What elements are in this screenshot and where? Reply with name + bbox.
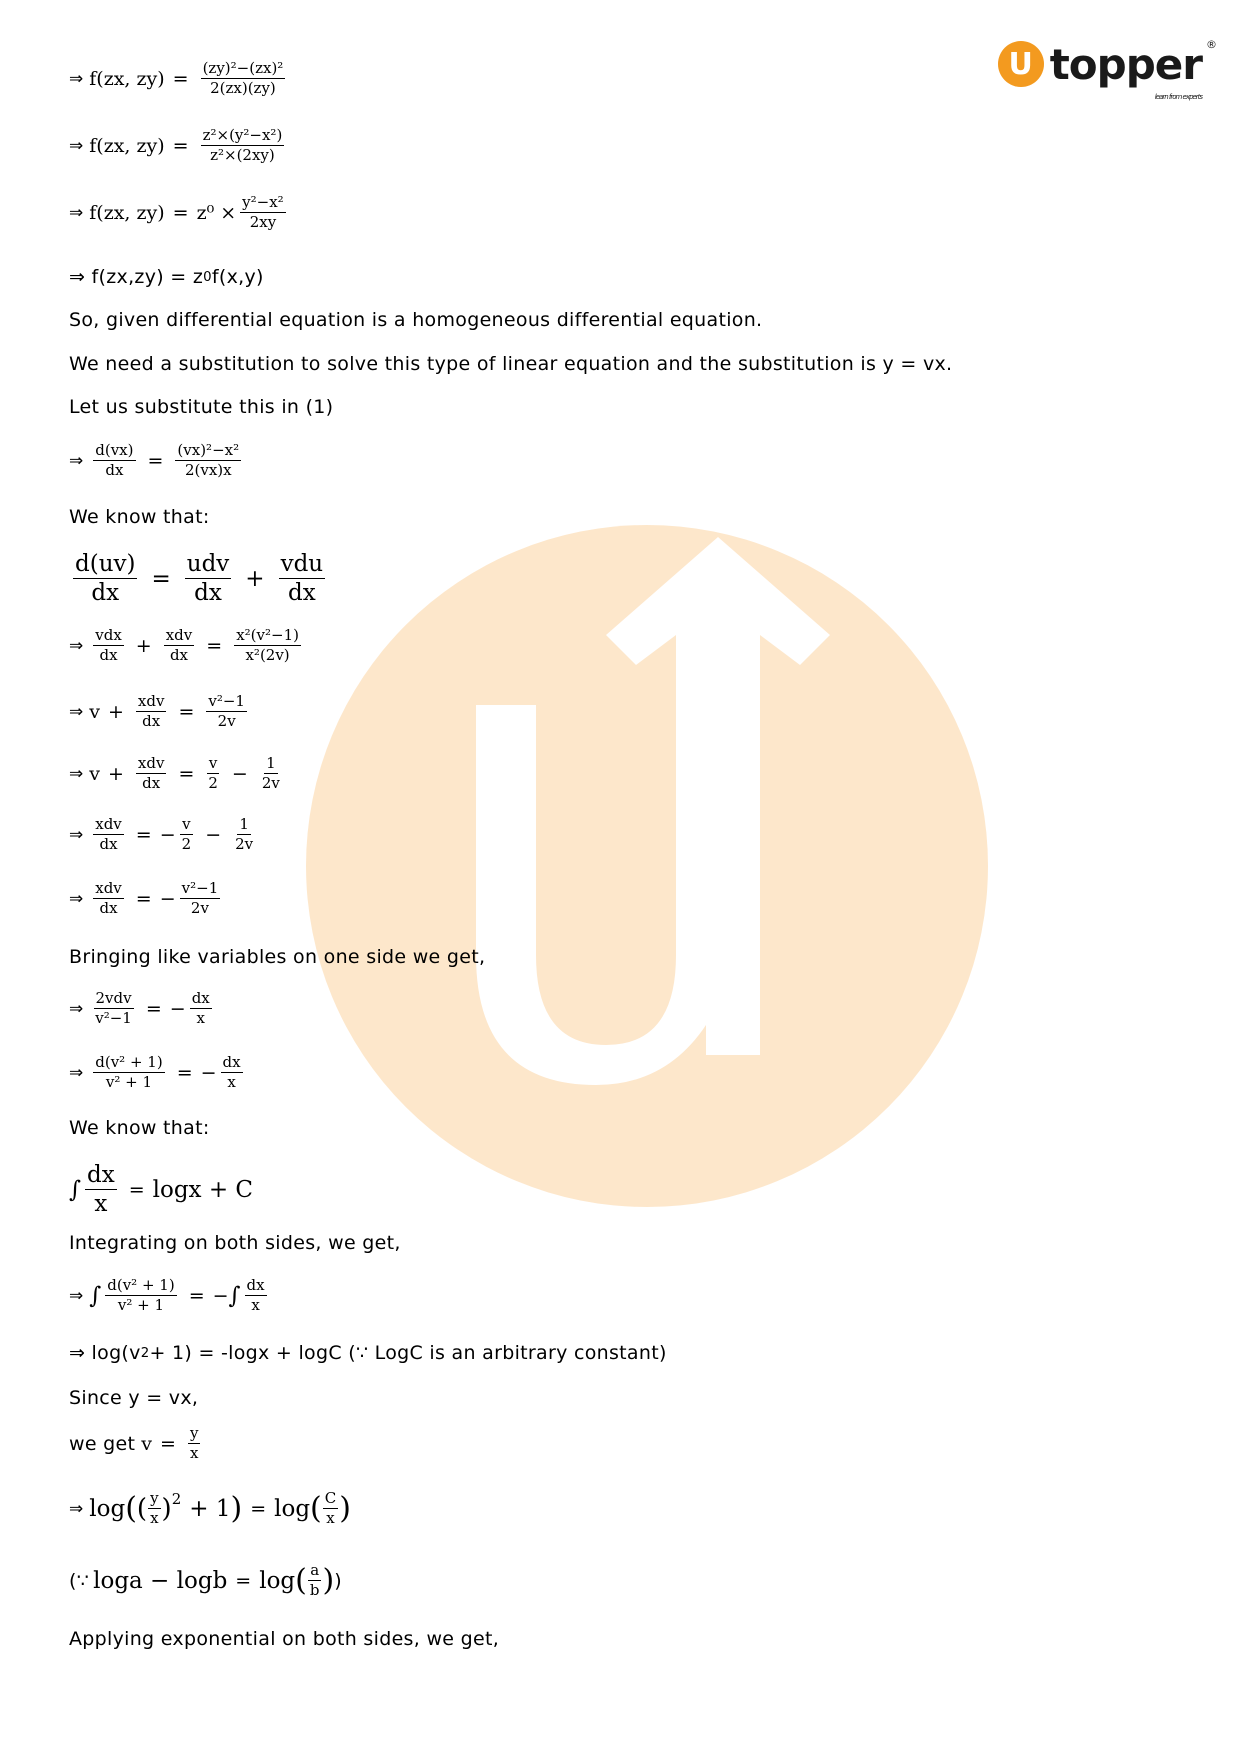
eq-numerator: dx (190, 990, 212, 1009)
eq-rhs: logx + C (152, 1176, 253, 1203)
eq-numerator: 1 (264, 755, 278, 774)
eq-numerator: xdv (136, 693, 167, 712)
eq-numerator: y²−x² (240, 194, 286, 213)
eq-sup: 2 (140, 1345, 150, 1361)
eq-denominator: x (196, 1009, 205, 1028)
equation-line-8: ⇒ v + $\frac{\text{xdv}}{dx}$ = $\frac{\text{v²−1}}{2v}$ (69, 692, 245, 731)
eq-denominator: dx (142, 712, 161, 731)
equation-line-12: ⇒ $\frac{\text{2vdv}}{\text{v²−1}}$ = − $\frac{dx}{x}$ (69, 989, 210, 1028)
eq-denominator: 2 (181, 835, 192, 854)
eq-denominator: x (326, 1509, 335, 1528)
eq-numerator: a (308, 1562, 321, 1581)
topper-logo (998, 34, 1216, 101)
registered-mark: ® (1206, 37, 1216, 51)
eq-var: v (89, 700, 100, 723)
eq-numerator: d(vx) (93, 442, 135, 461)
eq-denominator: 2v (217, 712, 236, 731)
equation-line-2: ⇒ f(zx, zy) = $\frac{\text{z²×(y²−x²)}}{\text{z²×(2xy)}}$ (69, 126, 283, 165)
eq-denominator: x²(2v) (245, 646, 290, 665)
eq-numerator: (zy)²−(zx)² (201, 60, 286, 79)
eq-denominator: 2v (190, 899, 209, 918)
eq-denominator: b (309, 1581, 320, 1600)
equation-line-11: ⇒ $\frac{\text{xdv}}{dx}$ = − $\frac{\text{v²−1}}{2v}$ (69, 879, 219, 918)
paragraph-homogeneous: So, given differential equation is a homogeneous differential equation. (69, 309, 763, 331)
eq-lhs: f(zx, zy) (89, 201, 165, 224)
eq-denominator: z²×(2xy) (210, 146, 275, 165)
eq-var: v (141, 1432, 153, 1455)
eq-numerator: x²(v²−1) (234, 627, 301, 646)
eq-numerator: dx (221, 1054, 243, 1073)
paragraph-integrating: Integrating on both sides, we get, (69, 1232, 401, 1254)
eq-numerator: v (180, 816, 192, 835)
eq-var: v (89, 762, 100, 785)
eq-denominator: dx (99, 899, 118, 918)
equation-line-15: ⇒ ∫ $\frac{\text{d(v² + 1)}}{\text{v² + 1}}$ = − ∫ $\frac{dx}{x}$ (69, 1276, 265, 1315)
eq-denominator: dx (142, 774, 161, 793)
equation-line-18: ⇒ log ( ( $\frac{y}{x}$ ) 2 + 1 ) = log ( $\frac{C}{x}$ ) (69, 1489, 351, 1528)
eq-denominator: 2 (208, 774, 218, 793)
eq-numerator: 1 (237, 816, 251, 835)
eq-numerator: d(uv) (73, 551, 137, 579)
eq-denominator: x (189, 1444, 199, 1463)
eq-text: (∵ (69, 1569, 90, 1592)
eq-numerator: d(v² + 1) (105, 1277, 176, 1296)
eq-numerator: vdu (279, 551, 326, 579)
eq-lhs: f(zx, zy) (89, 67, 165, 90)
u-logo-icon: U (998, 41, 1044, 87)
eq-denominator: x (94, 1191, 108, 1218)
eq-denominator: v² + 1 (117, 1296, 165, 1315)
eq-numerator: v (207, 755, 219, 774)
equation-line-1: ⇒ f(zx, zy) = $\frac{\text{(zy)²−(zx)²}}{2(zx)(zy)}$ (69, 59, 284, 98)
eq-numerator: z²×(y²−x²) (201, 127, 285, 146)
eq-text: ⇒ f(zx,zy) = z (69, 266, 204, 288)
eq-denominator: dx (99, 646, 118, 665)
eq-sup: 2 (171, 1490, 182, 1508)
eq-denominator: 2(zx)(zy) (210, 79, 276, 98)
eq-text-rest: f(x,y) (211, 266, 264, 288)
eq-numerator: xdv (93, 880, 124, 899)
equation-line-13: ⇒ $\frac{\text{d(v² + 1)}}{\text{v² + 1}}$ = − $\frac{dx}{x}$ (69, 1053, 241, 1092)
equation-product-rule: $\frac{d(uv)}{dx}$ = $\frac{\text{udv}}{dx}$ + $\frac{\text{vdu}}{dx}$ (75, 551, 324, 607)
paragraph-substitute-in-1: Let us substitute this in (1) (69, 396, 334, 418)
eq-denominator: dx (99, 835, 118, 854)
eq-log: log (274, 1495, 311, 1522)
eq-log: log (89, 1495, 126, 1522)
logo-tagline: learn from experts (1154, 92, 1202, 101)
eq-denominator: dx (194, 580, 222, 607)
eq-numerator: y (188, 1425, 200, 1444)
eq-numerator: xdv (136, 755, 167, 774)
eq-numerator: v²−1 (206, 693, 247, 712)
equation-line-17: we get v = $\frac{y}{x}$ (69, 1424, 199, 1463)
eq-text-rest: ) (334, 1569, 342, 1592)
eq-numerator: xdv (93, 816, 124, 835)
eq-text-rest: + 1) = -logx + logC (∵ LogC is an arbitrary constant) (149, 1342, 667, 1364)
eq-lhs: f(zx, zy) (89, 134, 165, 157)
eq-denominator: x (251, 1296, 260, 1315)
eq-expr: loga − logb (93, 1567, 228, 1594)
eq-denominator: dx (91, 580, 120, 607)
eq-denominator: x (227, 1073, 236, 1092)
equation-line-10: ⇒ $\frac{\text{xdv}}{dx}$ = − $\frac{v}{2}$ − $\frac{1}{2v}$ (69, 815, 254, 854)
eq-denominator: 2(vx)x (184, 461, 232, 480)
watermark-u-arrow-icon (306, 525, 988, 1207)
paragraph-we-know-that: We know that: (69, 506, 210, 528)
paragraph-since: Since y = vx, (69, 1387, 199, 1409)
eq-prefix: z⁰ × (196, 201, 237, 224)
eq-plus: + 1 (189, 1495, 231, 1522)
eq-denominator: v² + 1 (105, 1073, 153, 1092)
paragraph-we-know-that-2: We know that: (69, 1117, 210, 1139)
eq-numerator: udv (185, 551, 232, 579)
eq-text: we get (69, 1432, 136, 1455)
eq-denominator: v²−1 (95, 1009, 132, 1028)
eq-sup: 0 (203, 269, 212, 285)
eq-numerator: d(v² + 1) (93, 1054, 164, 1073)
eq-numerator: xdv (164, 627, 195, 646)
eq-denominator: 2xy (249, 213, 277, 232)
equation-line-4 (69, 266, 264, 288)
paragraph-substitution: We need a substitution to solve this type of linear equation and the substitution is y = vx. (69, 353, 953, 375)
eq-numerator: 2vdv (94, 990, 134, 1009)
equation-line-7: ⇒ $\frac{\text{vdx}}{dx}$ + $\frac{\text{xdv}}{dx}$ = $\frac{\text{x²(v²−1)}}{\text{x²(2v)}}$ (69, 626, 299, 665)
equation-line-5: ⇒ $\frac{d(vx)}{dx}$ = $\frac{\text{(vx)²−x²}}{2(vx)x}$ (69, 441, 240, 480)
eq-denominator: 2v (261, 774, 280, 793)
eq-denominator: 2v (235, 835, 254, 854)
eq-numerator: y (148, 1490, 160, 1509)
paragraph-bringing-like-variables: Bringing like variables on one side we get, (69, 946, 486, 968)
equation-line-3: ⇒ f(zx, zy) = z⁰ × $\frac{\text{y²−x²}}{2xy}$ (69, 193, 284, 232)
eq-numerator: dx (85, 1162, 117, 1190)
eq-numerator: dx (245, 1277, 267, 1296)
eq-denominator: x (150, 1509, 159, 1528)
eq-denominator: dx (169, 646, 189, 665)
eq-numerator: vdx (93, 627, 124, 646)
eq-text: ⇒ log(v (69, 1342, 141, 1364)
eq-log: log (259, 1567, 296, 1594)
paragraph-applying-exponential: Applying exponential on both sides, we get, (69, 1628, 500, 1650)
eq-denominator: dx (287, 580, 316, 607)
eq-denominator: dx (105, 461, 124, 480)
equation-integral-rule: ∫ $\frac{dx}{x}$ = logx + C (69, 1162, 253, 1218)
eq-numerator: C (323, 1490, 338, 1509)
equation-line-9: ⇒ v + $\frac{\text{xdv}}{dx}$ = $\frac{v}{2}$ − $\frac{1}{2v}$ (69, 754, 280, 793)
eq-numerator: (vx)²−x² (175, 442, 241, 461)
watermark-logo (306, 525, 988, 1207)
eq-numerator: v²−1 (180, 880, 221, 899)
logo-text: topper (1049, 39, 1202, 89)
equation-line-16 (69, 1342, 667, 1364)
equation-line-19: (∵ loga − logb = log ( $\frac{a}{b}$ ) ) (69, 1561, 342, 1600)
